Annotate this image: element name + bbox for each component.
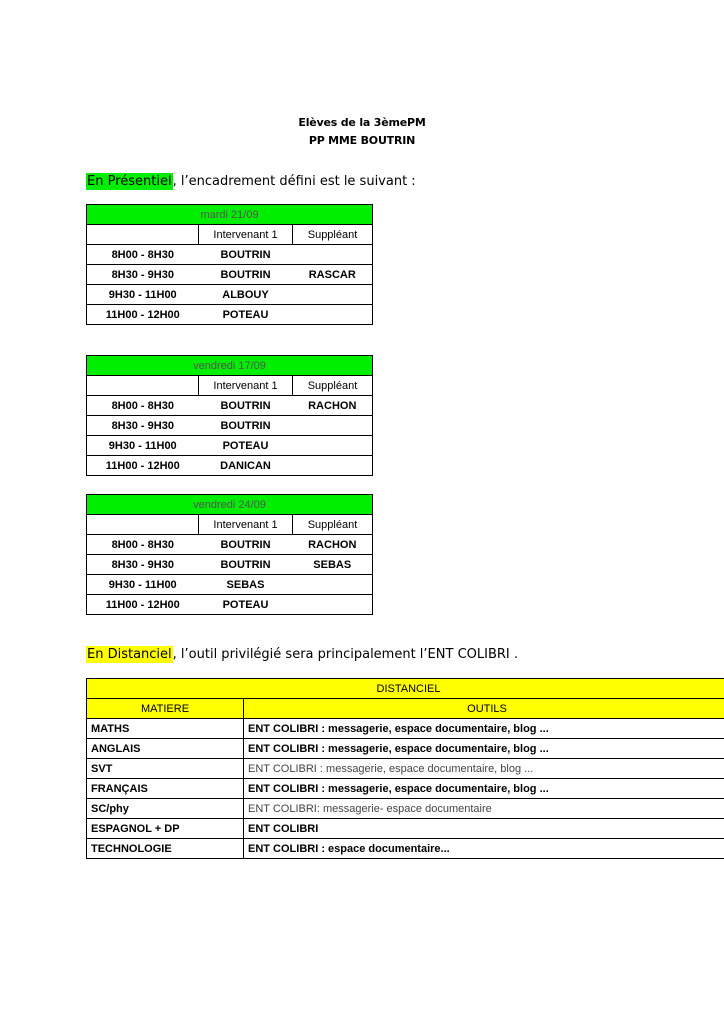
time-cell: 8H00 - 8H30 <box>87 396 199 416</box>
table-row <box>87 759 724 779</box>
empty-header-cell <box>87 376 199 396</box>
distanciel-intro <box>86 647 518 662</box>
time-cell: 8H00 - 8H30 <box>87 535 199 555</box>
table-row <box>87 456 373 476</box>
intervenant-header: Intervenant 1 <box>199 376 293 396</box>
suppleant-cell <box>293 305 373 325</box>
time-cell: 8H30 - 9H30 <box>87 265 199 285</box>
document-title-line2: PP MME BOUTRIN <box>308 134 416 147</box>
table-row <box>87 839 724 859</box>
suppleant-header: Suppléant <box>293 376 373 396</box>
suppleant-cell: RASCAR <box>293 265 373 285</box>
presentiel-intro <box>86 174 416 189</box>
outils-header: OUTILS <box>244 699 724 719</box>
suppleant-cell <box>293 456 373 476</box>
schedule-table-3 <box>86 494 373 615</box>
time-cell: 9H30 - 11H00 <box>87 575 199 595</box>
matiere-cell: SVT <box>87 759 244 779</box>
matiere-cell: SC/phy <box>87 799 244 819</box>
matiere-cell: ESPAGNOL + DP <box>87 819 244 839</box>
time-cell: 8H00 - 8H30 <box>87 245 199 265</box>
suppleant-cell: RACHON <box>293 396 373 416</box>
table-row <box>87 739 724 759</box>
schedule-date: mardi 21/09 <box>87 205 373 225</box>
suppleant-cell <box>293 595 373 615</box>
intervenant-header: Intervenant 1 <box>199 515 293 535</box>
time-cell: 11H00 - 12H00 <box>105 598 180 611</box>
time-cell: 9H30 - 11H00 <box>87 285 199 305</box>
suppleant-cell <box>293 416 373 436</box>
intervenant-cell: BOUTRIN <box>199 535 293 555</box>
schedule-table-1 <box>86 204 373 325</box>
outils-cell: ENT COLIBRI : messagerie, espace documentaire, blog ... <box>244 739 724 759</box>
distanciel-table <box>86 678 724 859</box>
intervenant-header: Intervenant 1 <box>199 225 293 245</box>
outils-cell: ENT COLIBRI : espace documentaire... <box>244 839 724 859</box>
table-row <box>87 535 373 555</box>
table-row <box>87 305 373 325</box>
outils-cell: ENT COLIBRI: messagerie- espace documentaire <box>244 799 724 819</box>
time-cell: 8H30 - 9H30 <box>87 555 199 575</box>
outils-cell: ENT COLIBRI : messagerie, espace documentaire, blog ... <box>244 719 724 739</box>
empty-header-cell <box>87 515 199 535</box>
suppleant-cell <box>293 285 373 305</box>
intervenant-cell: BOUTRIN <box>199 396 293 416</box>
schedule-date: vendredi 24/09 <box>87 495 373 515</box>
table-row <box>87 265 373 285</box>
table-row <box>87 416 373 436</box>
intervenant-cell: BOUTRIN <box>199 245 293 265</box>
suppleant-cell <box>293 436 373 456</box>
matiere-cell: TECHNOLOGIE <box>87 839 244 859</box>
table-row <box>87 555 373 575</box>
table-row <box>87 779 724 799</box>
table-row <box>87 819 724 839</box>
table-row <box>87 719 724 739</box>
time-cell: 11H00 - 12H00 <box>105 308 180 321</box>
table-row <box>87 245 373 265</box>
time-cell: 8H30 - 9H30 <box>87 416 199 436</box>
suppleant-cell <box>293 575 373 595</box>
presentiel-highlight: En Présentiel <box>87 174 172 189</box>
intervenant-cell: BOUTRIN <box>199 416 293 436</box>
table-row <box>87 396 373 416</box>
empty-header-cell <box>87 225 199 245</box>
distanciel-title: DISTANCIEL <box>87 679 724 699</box>
intervenant-cell: DANICAN <box>220 459 271 472</box>
intervenant-cell: POTEAU <box>199 436 293 456</box>
matiere-cell: FRANÇAIS <box>87 779 244 799</box>
intervenant-cell: BOUTRIN <box>199 555 293 575</box>
suppleant-header: Suppléant <box>293 515 373 535</box>
outils-cell: ENT COLIBRI : messagerie, espace documentaire, blog ... <box>244 759 724 779</box>
document-title-line1: Elèves de la 3èmePM <box>298 116 426 129</box>
outils-cell: ENT COLIBRI <box>244 819 724 839</box>
table-row <box>87 436 373 456</box>
time-cell: 9H30 - 11H00 <box>87 436 199 456</box>
intervenant-cell: POTEAU <box>222 598 269 611</box>
outils-cell: ENT COLIBRI : messagerie, espace documentaire, blog ... <box>244 779 724 799</box>
table-row <box>87 595 373 615</box>
presentiel-text: , l’encadrement défini est le suivant : <box>172 174 416 189</box>
suppleant-cell <box>293 245 373 265</box>
intervenant-cell: POTEAU <box>222 308 269 321</box>
time-cell: 11H00 - 12H00 <box>105 459 180 472</box>
schedule-table-2 <box>86 355 373 476</box>
schedule-date: vendredi 17/09 <box>87 356 373 376</box>
intervenant-cell: ALBOUY <box>199 285 293 305</box>
distanciel-highlight: En Distanciel <box>87 647 172 662</box>
matiere-cell: MATHS <box>87 719 244 739</box>
intervenant-cell: SEBAS <box>199 575 293 595</box>
intervenant-cell: BOUTRIN <box>199 265 293 285</box>
matiere-cell: ANGLAIS <box>87 739 244 759</box>
table-row <box>87 799 724 819</box>
distanciel-text: , l’outil privilégié sera principalement l’ENT COLIBRI . <box>172 647 519 662</box>
table-row <box>87 285 373 305</box>
table-row <box>87 575 373 595</box>
matiere-header: MATIERE <box>87 699 244 719</box>
suppleant-header: Suppléant <box>293 225 373 245</box>
suppleant-cell: SEBAS <box>293 555 373 575</box>
suppleant-cell: RACHON <box>293 535 373 555</box>
